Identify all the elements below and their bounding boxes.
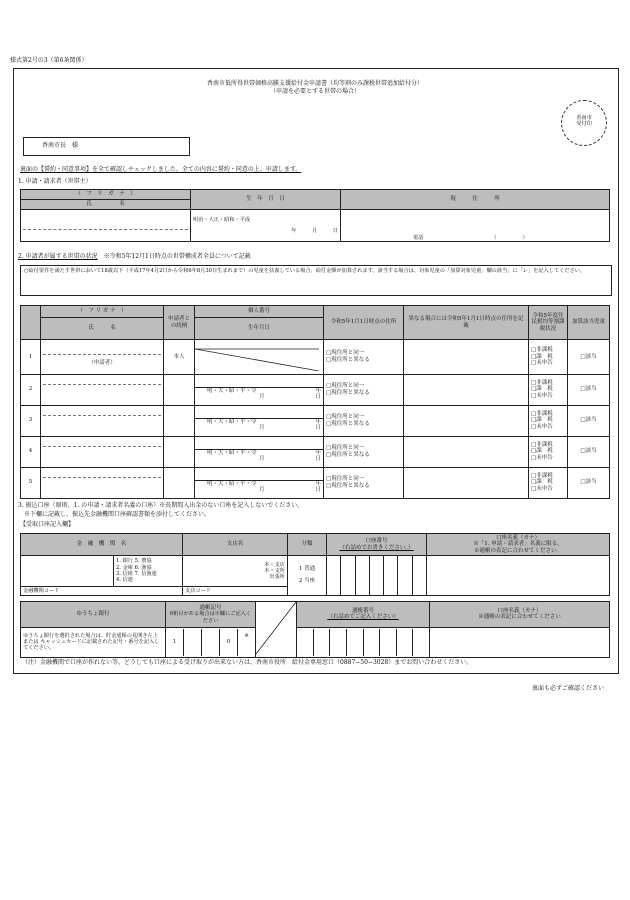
tax-unfiled[interactable]: □未申告 <box>531 392 553 399</box>
row-no: 4 <box>21 436 41 467</box>
address-cell[interactable] <box>324 340 404 375</box>
mynumber-cell[interactable] <box>195 436 324 467</box>
bank-kind: 5. 農協 <box>134 558 152 565</box>
stamp-line2: 受付印 <box>576 121 592 128</box>
member-name-cell[interactable] <box>41 405 164 436</box>
footnote: （注）金融機関で口座が作れない等、どうしても口座による受け取りが出来ない方は、香南市役所 給付金専用窓口（0887−50−3028）までお問い合わせください。 <box>22 659 473 666</box>
bank-table <box>20 533 610 596</box>
branch-kind: 出張所 <box>269 574 285 580</box>
h-mynumber: 個人番号 <box>195 306 324 318</box>
branch-kind: 本・支店 <box>264 561 285 568</box>
kigo-digit0: 0 <box>220 629 238 656</box>
tax-unfiled[interactable]: □未申告 <box>531 423 553 430</box>
kigo-note: 6桁目がある場合は※欄にご記入ください <box>169 611 252 624</box>
year-label: 年 <box>315 418 321 425</box>
section2-heading-wrap <box>18 253 251 261</box>
h-child: 加算該当児童 <box>568 306 610 340</box>
tax-unfiled[interactable]: □未申告 <box>531 485 553 492</box>
child-notice: ○給付要件を満たす世帯において18歳以下（平成17年4月2日から令和6年8月30日生まれまで）の児童を扶養している場合、給付金額が加算されます。該当する場合は、対象児童の「加算対象児童」欄の該当」に「レ」を記入してください。 <box>20 265 612 296</box>
holder-note2: ※通帳の表記に合わせてください。 <box>473 547 562 554</box>
tax-unfiled[interactable]: □未申告 <box>531 454 553 461</box>
relation-cell[interactable] <box>164 467 195 498</box>
holder-cell[interactable] <box>427 556 610 596</box>
mynumber-cell[interactable] <box>195 340 324 375</box>
phone-label: 電話 <box>413 234 424 241</box>
day-label: 日 <box>315 394 321 401</box>
member-name-cell[interactable] <box>41 340 164 375</box>
acct-no: 口座番号 <box>365 537 388 544</box>
day-label: 日 <box>315 456 321 463</box>
addr-same[interactable]: □現住所と同一 <box>326 414 365 420</box>
bango-label: 通帳番号 <box>351 607 374 614</box>
phone-paren: （ ） <box>491 234 528 241</box>
tax-cell[interactable] <box>529 374 568 405</box>
h-address: 令和5年1月1日時点の住所 <box>324 306 404 340</box>
addr-diff[interactable]: □現住所と異なる <box>326 482 370 489</box>
household-table <box>20 305 610 499</box>
type-2[interactable]: 2 当座 <box>298 578 316 584</box>
section2-note: ※令和5年12月1日時点の世帯構成者全員について記載 <box>103 253 251 260</box>
member-name-cell[interactable] <box>41 436 164 467</box>
member-row <box>21 374 610 405</box>
year-label: 年 <box>315 387 321 394</box>
month-label: 月 <box>259 456 265 463</box>
tax-unfiled[interactable]: □未申告 <box>531 360 553 367</box>
applicant-address-cell[interactable] <box>341 210 610 242</box>
member-row <box>21 467 610 498</box>
tax-exempt[interactable]: □非課税 <box>531 379 553 386</box>
diff-address-cell[interactable] <box>404 467 529 498</box>
addr-diff[interactable]: □現住所と異なる <box>326 356 370 363</box>
tax-cell[interactable] <box>529 405 568 436</box>
bank-kind: 6. 漁協 <box>134 564 152 571</box>
diff-address-cell[interactable] <box>404 436 529 467</box>
holder: 口座名義（カナ） <box>495 534 540 541</box>
h-kigo <box>166 602 256 628</box>
child-cell[interactable]: □該当 <box>568 405 610 436</box>
yucho-table <box>20 601 610 658</box>
bango-note: （右詰めでご記入ください） <box>327 614 399 621</box>
h-tax: 令和5年度住民税均等割課税状況 <box>529 306 568 340</box>
address-cell[interactable] <box>324 436 404 467</box>
member-name-cell[interactable] <box>41 467 164 498</box>
applicant-label: （申請者） <box>88 360 116 366</box>
tax-taxed[interactable]: □課 税 <box>531 386 553 393</box>
child-cell[interactable]: □該当 <box>568 467 610 498</box>
address-cell[interactable] <box>324 374 404 405</box>
addr-diff[interactable]: □現住所と異なる <box>326 389 370 396</box>
mynumber-cell[interactable] <box>195 467 324 498</box>
addr-same[interactable]: □現住所と同一 <box>326 476 365 482</box>
h-holder <box>427 534 610 556</box>
row-no: 1 <box>21 340 41 375</box>
diff-address-cell[interactable] <box>404 374 529 405</box>
bank-name-cell[interactable] <box>21 556 114 587</box>
tax-exempt[interactable]: □非課税 <box>531 410 553 417</box>
h-name: 氏 名 <box>41 318 164 340</box>
row-no-header <box>21 306 41 340</box>
address-cell[interactable] <box>324 467 404 498</box>
yucho-holder-cell[interactable] <box>430 627 610 657</box>
h-diff-address: 異なる場合には令和5年1月1日時点の住所を記載 <box>404 306 529 340</box>
addr-diff[interactable]: □現住所と異なる <box>326 420 370 427</box>
row-no: 2 <box>21 374 41 405</box>
day-label: 日 <box>315 487 321 494</box>
member-name-cell[interactable] <box>41 374 164 405</box>
tax-taxed[interactable]: □課 税 <box>531 417 553 424</box>
form-number: 様式第2号の3（第6条関係） <box>10 57 88 64</box>
diff-address-cell[interactable] <box>404 405 529 436</box>
pledge-line: 裏面の【誓約・同意事項】を全て確認しチェックしました。全ての内容に誓約・同意の上、申請します。 <box>20 166 302 173</box>
child-cell[interactable]: □該当 <box>568 436 610 467</box>
tax-cell[interactable] <box>529 340 568 375</box>
tax-exempt[interactable]: □非課税 <box>531 441 553 448</box>
h-bank: 金 融 機 関 名 <box>21 534 183 556</box>
relation-cell: 本人 <box>164 340 195 375</box>
h-acct <box>327 534 427 556</box>
row-no: 3 <box>21 405 41 436</box>
addressee: 香南市長 様 <box>42 142 79 149</box>
row-no: 5 <box>21 467 41 498</box>
mynumber-cell[interactable] <box>195 405 324 436</box>
section2-heading: 2. 申請者が属する世帯の状況 <box>18 253 98 260</box>
relation-cell[interactable] <box>164 374 195 405</box>
diagonal-slash-icon <box>256 602 296 654</box>
branch-code-cell[interactable]: 支店コード <box>183 586 288 595</box>
h-bango <box>297 602 430 628</box>
month-label: 月 <box>259 394 265 401</box>
holder-note1: ※「1. 申請・請求者」名義に限る。 <box>473 541 563 548</box>
year-label: 年 <box>315 449 321 456</box>
acct-no-note: （右詰めでお書きください。） <box>339 544 414 551</box>
bank-kind: 1. 銀行 <box>116 558 133 565</box>
tax-cell[interactable] <box>529 467 568 498</box>
back-note: 裏面も必ずご確認ください <box>532 685 605 692</box>
month-label: 月 <box>259 487 265 494</box>
name-header: 氏 名 <box>21 200 191 210</box>
type-1[interactable]: 1 普通 <box>298 566 316 573</box>
slash-cell <box>256 602 297 658</box>
stamp-line1: 香南市 <box>576 115 592 121</box>
h-type: 分類 <box>288 534 327 556</box>
bank-kind: 7. 信漁連 <box>134 570 157 577</box>
era-options: 明治・大正・昭和・平成 <box>193 217 251 224</box>
child-cell[interactable]: □該当 <box>568 374 610 405</box>
branch-cell[interactable] <box>183 556 288 587</box>
applicant-table <box>20 189 610 242</box>
diff-address-cell[interactable] <box>404 340 529 375</box>
bango-cell[interactable] <box>297 627 430 657</box>
month-label: 月 <box>259 425 265 432</box>
section1-heading: 1. 申請・請求者（世帯主） <box>18 178 92 185</box>
tax-exempt[interactable]: □非課税 <box>531 472 553 479</box>
acct-no-cell[interactable] <box>327 556 427 596</box>
member-row <box>21 436 610 467</box>
relation-cell[interactable] <box>164 405 195 436</box>
relation-cell[interactable] <box>164 436 195 467</box>
bank-code-cell[interactable]: 金融機関コード <box>21 586 183 595</box>
dob-era: 明・大・昭・平・令 <box>207 480 257 487</box>
addr-same[interactable]: □現住所と同一 <box>326 350 365 357</box>
h-furigana: （ フ リ ガ ナ ） <box>41 306 164 318</box>
account-label: 【受取口座記入欄】 <box>20 521 75 528</box>
tax-taxed[interactable]: □課 税 <box>531 479 553 486</box>
dob-header: 生 年 月 日 <box>191 190 341 210</box>
h-branch: 支店名 <box>183 534 288 556</box>
yucho-holder: 口座名義（カナ） <box>497 607 542 614</box>
pledge-text <box>20 166 301 174</box>
applicant-name-cell[interactable] <box>21 210 191 242</box>
tax-exempt[interactable]: □非課税 <box>531 346 553 353</box>
addressee-box <box>23 137 190 156</box>
dob-era: 明・大・昭・平・令 <box>207 418 257 425</box>
bank-kind: 3. 信組 <box>116 570 133 577</box>
child-cell[interactable]: □該当 <box>568 340 610 375</box>
addr-diff[interactable]: □現住所と異なる <box>326 451 370 458</box>
h-relation: 申請者との続柄 <box>164 306 195 340</box>
form-subtitle: （申請を必要とする世帯の場合） <box>269 88 360 95</box>
h-yucho: ゆうちょ銀行 <box>21 602 166 628</box>
kigo-star: ※ <box>244 632 249 639</box>
h-dob: 生年月日 <box>195 318 324 340</box>
address-cell[interactable] <box>324 405 404 436</box>
address-header: 現 住 所 <box>341 190 610 210</box>
year-label: 年 <box>315 480 321 487</box>
kigo-label: 通帳記号 <box>199 604 222 611</box>
addr-same[interactable]: □現住所と同一 <box>326 383 365 389</box>
bank-kind: 4. 信連 <box>116 577 133 584</box>
member-row <box>21 340 610 375</box>
reception-stamp <box>561 100 607 146</box>
h-yucho-holder <box>430 602 610 628</box>
yucho-holder-note: ※通帳の表記に合わせてください <box>478 614 561 621</box>
diagonal-slash-icon <box>195 340 319 371</box>
form-title: 香南市低所得世帯価格高騰支援給付金申請書（均等割のみ課税世帯追加給付分） <box>206 80 423 87</box>
mynumber-cell[interactable] <box>195 374 324 405</box>
tax-cell[interactable] <box>529 436 568 467</box>
applicant-dob-cell[interactable] <box>191 210 341 242</box>
branch-kind: 本・支所 <box>264 567 285 574</box>
section3-heading: 3. 振込口座（原則、1. の申請・請求者名義の口座）※長期間入出金のない口座を記入しないでください。 <box>18 502 304 509</box>
furigana-header: （ フ リ ガ ナ ） <box>21 190 191 200</box>
member-row <box>21 405 610 436</box>
day-label: 日 <box>315 425 321 432</box>
tax-taxed[interactable]: □課 税 <box>531 353 553 360</box>
ymd-label: 年 月 日 <box>291 227 338 234</box>
bank-kind: 2. 金庫 <box>116 564 133 571</box>
yucho-note: ゆうちょ銀行を選択された場合は、貯金通帳の見開き左上または キャッシュカードに記載された記号・番号を記入してください。 <box>21 627 166 657</box>
type-cell[interactable] <box>288 556 327 596</box>
dob-era: 明・大・昭・平・令 <box>207 387 257 394</box>
dob-era: 明・大・昭・平・令 <box>207 449 257 456</box>
section3-note: ※下欄に記載し、振込先金融機関口座確認書類を添付してください。 <box>24 511 211 518</box>
kigo-cell[interactable] <box>166 627 256 657</box>
addr-same[interactable]: □現住所と同一 <box>326 445 365 451</box>
kigo-digit1: 1 <box>166 629 184 656</box>
bank-kind-cell[interactable] <box>114 556 183 587</box>
tax-taxed[interactable]: □課 税 <box>531 448 553 455</box>
